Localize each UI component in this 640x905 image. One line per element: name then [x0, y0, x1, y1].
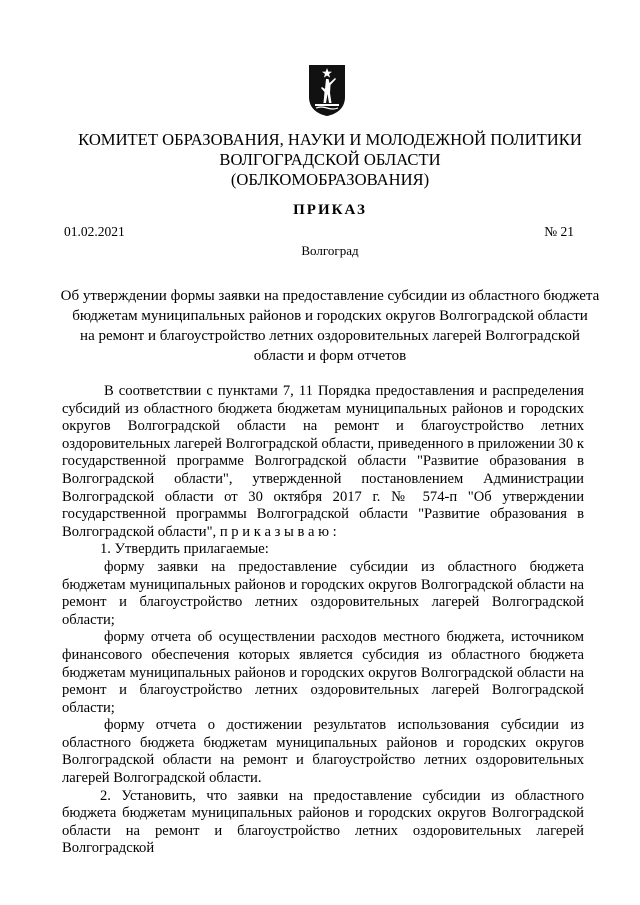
body-paragraph-form-expense-report: форму отчета об осуществлении расходов местного бюджета, источником финансового обеспечения которых является субсидия из областного бюджета бюджетам муниципальных районов и городских округов Волгоградской области на ремонт и благоустройство летних оздоровительных лагерей Волгоградской области;: [62, 629, 584, 716]
body-paragraph-preamble: В соответствии с пунктами 7, 11 Порядка предоставления и распределения субсидий из областного бюджета бюджетам муниципальных районов и городских округов Волгоградской области на ремонт и благоустройство летних оздоровительных лагерей Волгоградской области, приведенного в приложении 30 к государственной программе Волгоградской области "Развитие образования в Волгоградской области", утвержденной постановлением Администрации Волгоградской области от 30 октября 2017 г. № 574-п "Об утверждении государственной программы Волгоградской области "Развитие образования в Волгоградской области", п р и к а з ы в а ю :: [62, 383, 584, 540]
order-subject-line-1: Об утверждении формы заявки на предоставление субсидии из областного бюджета: [60, 288, 600, 304]
order-subject-line-3: на ремонт и благоустройство летних оздоровительных лагерей Волгоградской: [80, 328, 580, 344]
organization-name-line-1: КОМИТЕТ ОБРАЗОВАНИЯ, НАУКИ И МОЛОДЕЖНОЙ ПОЛИТИКИ: [78, 130, 582, 149]
order-subject-line-4: области и форм отчетов: [253, 348, 407, 364]
organization-name-line-3: (ОБЛКОМОБРАЗОВАНИЯ): [230, 170, 430, 189]
organization-name-line-2: ВОЛГОГРАДСКОЙ ОБЛАСТИ: [219, 150, 441, 169]
order-city: Волгоград: [301, 243, 359, 258]
order-subject-line-2: бюджетам муниципальных районов и городских округов Волгоградской области: [72, 308, 588, 324]
document-type: ПРИКАЗ: [293, 202, 367, 218]
body-paragraph-item-2: 2. Установить, что заявки на предоставление субсидии из областного бюджета бюджетам муниципальных районов и городских округов Волгоградской области на ремонт и благоустройство летних оздоровительных лагерей Волгоградской: [62, 787, 584, 857]
order-subject: [60, 286, 600, 366]
order-date: 01.02.2021: [64, 224, 125, 239]
organization-name: [60, 130, 600, 190]
body-paragraph-form-application: форму заявки на предоставление субсидии из областного бюджета бюджетам муниципальных районов и городских округов Волгоградской области на ремонт и благоустройство летних оздоровительных лагерей Волгоградской области;: [62, 558, 584, 628]
order-body: [62, 383, 584, 858]
body-paragraph-item-1: 1. Утвердить прилагаемые:: [100, 541, 269, 558]
order-number: № 21: [544, 224, 574, 239]
body-paragraph-form-results-report: форму отчета о достижении результатов использования субсидии из областного бюджета бюджетам муниципальных районов и городских округов Волгоградской области на ремонт и благоустройство летних оздоровительных лагерей Волгоградской области.: [62, 717, 584, 787]
volgograd-coat-of-arms-icon: [307, 63, 347, 117]
